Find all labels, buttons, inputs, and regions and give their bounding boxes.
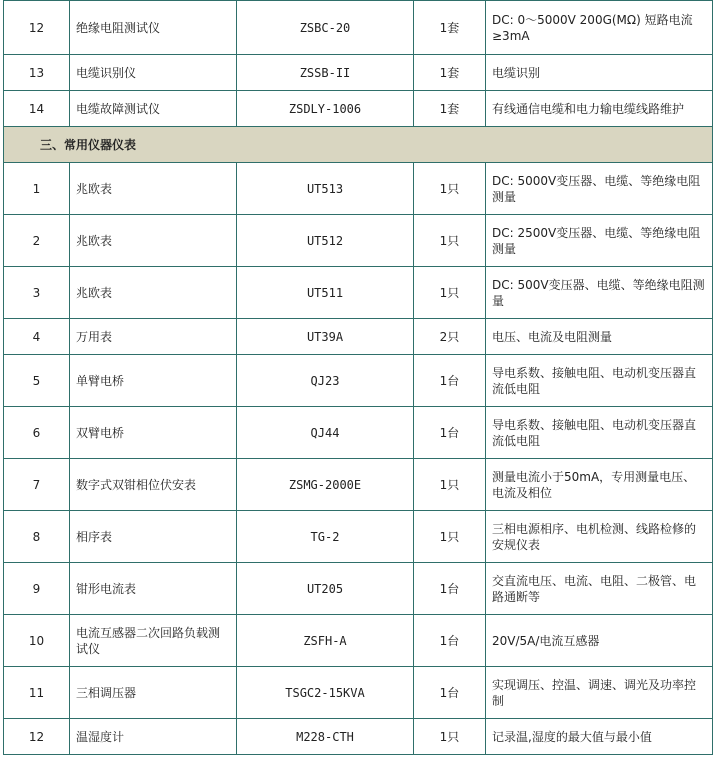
row-number: 1 [4, 163, 70, 215]
instrument-model: ZSBC-20 [237, 1, 414, 55]
table-row [4, 719, 713, 755]
instrument-name: 钳形电流表 [70, 563, 237, 615]
instrument-model: QJ23 [237, 355, 414, 407]
instrument-quantity: 1只 [414, 267, 486, 319]
instrument-name: 兆欧表 [70, 267, 237, 319]
instrument-name: 绝缘电阻测试仪 [70, 1, 237, 55]
table-row [4, 91, 713, 127]
instrument-name: 电流互感器二次回路负载测试仪 [70, 615, 237, 667]
row-number: 3 [4, 267, 70, 319]
instrument-name: 兆欧表 [70, 215, 237, 267]
instrument-description: 导电系数、接触电阻、电动机变压器直流低电阻 [486, 407, 713, 459]
instrument-quantity: 2只 [414, 319, 486, 355]
row-number: 6 [4, 407, 70, 459]
table-row [4, 459, 713, 511]
section-header-row [4, 127, 713, 163]
row-number: 11 [4, 667, 70, 719]
instrument-description: 交直流电压、电流、电阻、二极管、电路通断等 [486, 563, 713, 615]
instrument-name: 双臂电桥 [70, 407, 237, 459]
table-row [4, 319, 713, 355]
instrument-name: 相序表 [70, 511, 237, 563]
row-number: 4 [4, 319, 70, 355]
table-row [4, 163, 713, 215]
table-row [4, 667, 713, 719]
instrument-name: 兆欧表 [70, 163, 237, 215]
instrument-description: 记录温,湿度的最大值与最小值 [486, 719, 713, 755]
instrument-description: 20V/5A/电流互感器 [486, 615, 713, 667]
instrument-description: 实现调压、控温、调速、调光及功率控制 [486, 667, 713, 719]
instrument-description: DC: 5000V变压器、电缆、等绝缘电阻测量 [486, 163, 713, 215]
instrument-quantity: 1台 [414, 563, 486, 615]
table-row [4, 407, 713, 459]
instrument-name: 温湿度计 [70, 719, 237, 755]
instrument-description: 有线通信电缆和电力输电缆线路维护 [486, 91, 713, 127]
instrument-quantity: 1台 [414, 615, 486, 667]
table-row [4, 215, 713, 267]
instrument-name: 三相调压器 [70, 667, 237, 719]
instrument-model: ZSMG-2000E [237, 459, 414, 511]
instrument-quantity: 1台 [414, 407, 486, 459]
instrument-model: TSGC2-15KVA [237, 667, 414, 719]
row-number: 7 [4, 459, 70, 511]
instrument-quantity: 1只 [414, 163, 486, 215]
instrument-quantity: 1台 [414, 355, 486, 407]
instrument-description: DC: 500V变压器、电缆、等绝缘电阻测量 [486, 267, 713, 319]
instrument-model: UT39A [237, 319, 414, 355]
row-number: 13 [4, 55, 70, 91]
section-title: 三、常用仪器仪表 [4, 127, 713, 163]
instrument-name: 万用表 [70, 319, 237, 355]
row-number: 9 [4, 563, 70, 615]
instrument-model: UT512 [237, 215, 414, 267]
instrument-quantity: 1台 [414, 667, 486, 719]
instrument-description: DC: 0～5000V 200G(MΩ) 短路电流≥3mA [486, 1, 713, 55]
instrument-description: 电压、电流及电阻测量 [486, 319, 713, 355]
instrument-model: QJ44 [237, 407, 414, 459]
instrument-model: TG-2 [237, 511, 414, 563]
instrument-model: ZSSB-II [237, 55, 414, 91]
instrument-description: 三相电源相序、电机检测、线路检修的安规仪表 [486, 511, 713, 563]
row-number: 8 [4, 511, 70, 563]
table-row [4, 355, 713, 407]
instrument-model: ZSDLY-1006 [237, 91, 414, 127]
instrument-name: 电缆识别仪 [70, 55, 237, 91]
table-row [4, 511, 713, 563]
instrument-table-body [4, 1, 713, 755]
instrument-quantity: 1只 [414, 459, 486, 511]
instrument-name: 单臂电桥 [70, 355, 237, 407]
instrument-quantity: 1只 [414, 511, 486, 563]
instrument-quantity: 1套 [414, 91, 486, 127]
instrument-description: DC: 2500V变压器、电缆、等绝缘电阻测量 [486, 215, 713, 267]
table-row [4, 267, 713, 319]
instrument-table [3, 0, 713, 755]
instrument-model: UT513 [237, 163, 414, 215]
table-row [4, 615, 713, 667]
table-row [4, 1, 713, 55]
instrument-model: UT511 [237, 267, 414, 319]
instrument-description: 电缆识别 [486, 55, 713, 91]
instrument-name: 电缆故障测试仪 [70, 91, 237, 127]
row-number: 12 [4, 1, 70, 55]
instrument-quantity: 1只 [414, 719, 486, 755]
row-number: 12 [4, 719, 70, 755]
instrument-description: 测量电流小于50mA，专用测量电压、电流及相位 [486, 459, 713, 511]
instrument-quantity: 1套 [414, 55, 486, 91]
table-row [4, 563, 713, 615]
instrument-model: M228-CTH [237, 719, 414, 755]
row-number: 14 [4, 91, 70, 127]
row-number: 5 [4, 355, 70, 407]
instrument-model: UT205 [237, 563, 414, 615]
instrument-quantity: 1只 [414, 215, 486, 267]
table-row [4, 55, 713, 91]
instrument-name: 数字式双钳相位伏安表 [70, 459, 237, 511]
row-number: 10 [4, 615, 70, 667]
instrument-description: 导电系数、接触电阻、电动机变压器直流低电阻 [486, 355, 713, 407]
instrument-model: ZSFH-A [237, 615, 414, 667]
instrument-quantity: 1套 [414, 1, 486, 55]
row-number: 2 [4, 215, 70, 267]
